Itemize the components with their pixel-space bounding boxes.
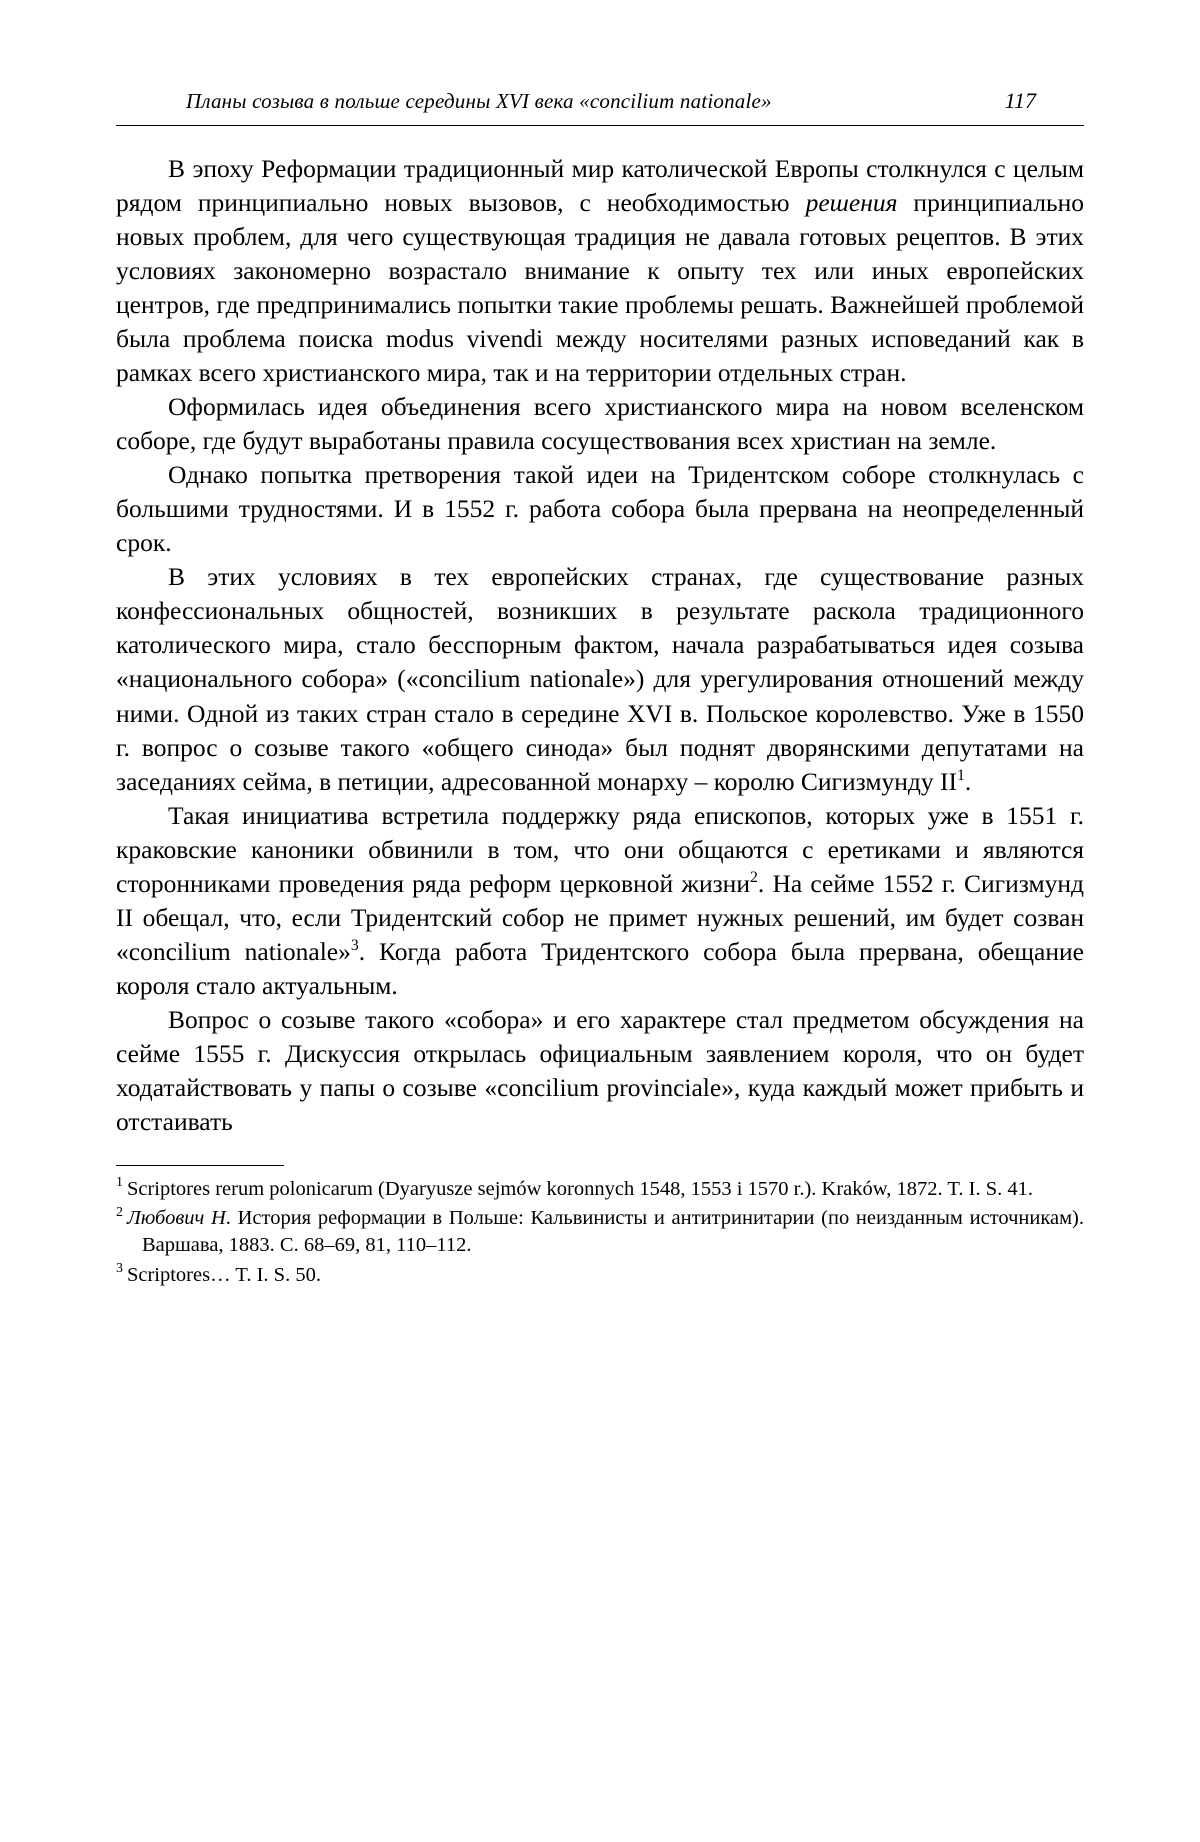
text-run: В этих условиях в тех европейских странах, где существование разных конфессиональных общностей, возникших в результате раскола традиционного католического мира, стало бесспорным фактом, начала разрабатываться идея созыва «национального собора» («concilium nationale») для урегулирования отношений между ними. Одной из таких стран стало в середине XVI в. Польское королевство. Уже в 1550 г. вопрос о созыве такого «общего синода» был поднят дворянскими депутатами на заседаниях сейма, в петиции, адресованной монарху – королю Сигизмунду II [116, 562, 1084, 796]
footnote-marker: 2 [116, 1204, 123, 1220]
page-number: 117 [1004, 88, 1036, 113]
running-head [116, 88, 1084, 114]
text-run: Однако попытка претворения такой идеи на Тридентском соборе столкнулась с большими трудностями. И в 1552 г. работа собора была прервана на неопределенный срок. [116, 460, 1084, 558]
text-run: Оформилась идея объединения всего христианского мира на новом вселенском соборе, где будут выработаны правила сосуществования всех христиан на земле. [116, 392, 1084, 456]
text-run: Такая инициатива встретила поддержку ряда епископов, которых уже в 1551 г. краковские каноники обвинили в том, что они общаются с еретиками и являются сторонниками проведения ряда реформ церковной жизни [116, 800, 1084, 898]
emphasis-text: решения [805, 188, 898, 218]
footnote-marker: 1 [116, 1175, 123, 1191]
footnotes-section [116, 1165, 1084, 1289]
body-paragraph [116, 152, 1084, 390]
body-paragraph [116, 458, 1084, 560]
text-run: . Когда работа Тридентского собора была прервана, обещание короля стало актуальным. [116, 936, 1084, 1000]
footnote-reference[interactable]: 2 [749, 868, 758, 886]
body-text [116, 152, 1084, 1139]
footnote-text [127, 1264, 321, 1286]
footnote-text [127, 1178, 1033, 1200]
text-run: . История реформации в Польше: Кальвинисты и антитринитарии (по неизданным источникам). Варшава, 1883. С. 68–69, 81, 110–112. [142, 1207, 1084, 1257]
text-run: Scriptores rerum polonicarum (Dyaryusze sejmów koronnych 1548, 1553 i 1570 r.). Kraków, 1872. T. I. S. 41. [126, 1177, 1033, 1200]
footnote-list [116, 1176, 1084, 1289]
text-run: Scriptores… T. I. S. 50. [126, 1263, 321, 1286]
footnote-divider [116, 1165, 284, 1166]
footnote-reference[interactable]: 3 [350, 936, 359, 954]
text-run: принципиально новых проблем, для чего существующая традиция не давала готовых рецептов. В этих условиях закономерно возрастало внимание к опыту тех или иных европейских центров, где предпринимались попытки такие проблемы решать. Важнейшей проблемой была проблема поиска modus vivendi между носителями разных исповеданий как в рамках всего христианского мира, так и на территории отдельных стран. [116, 188, 1084, 388]
footnote-item [116, 1176, 1084, 1203]
footnote-marker: 3 [116, 1261, 123, 1277]
text-run: Вопрос о созыве такого «собора» и его характере стал предметом обсуждения на сейме 1555 г. Дискуссия открылась официальным заявлением короля, что он будет ходатайствовать у папы о созыве «concilium provinciale», куда каждый может прибыть и отстаивать [116, 1004, 1084, 1136]
body-paragraph [116, 560, 1084, 798]
running-head-title: Планы созыва в польше середины XVI века «concilium nationale» [186, 89, 772, 113]
footnote-reference[interactable]: 1 [956, 766, 965, 784]
header-divider [116, 125, 1084, 126]
emphasis-text: Любович Н [126, 1207, 226, 1230]
text-run: . [964, 766, 972, 796]
body-paragraph [116, 390, 1084, 458]
footnote-item [116, 1262, 1084, 1289]
text-run: . На сейме 1552 г. Сигизмунд II обещал, что, если Тридентский собор не примет нужных решений, им будет созван «concilium nationale» [116, 868, 1084, 966]
footnote-item [116, 1205, 1084, 1260]
footnote-text [127, 1207, 1084, 1256]
body-paragraph [116, 1003, 1084, 1139]
body-paragraph [116, 799, 1084, 1003]
text-run: В эпоху Реформации традиционный мир католической Европы столкнулся с целым рядом принципиально новых вызовов, с необходимостью [116, 154, 1084, 218]
